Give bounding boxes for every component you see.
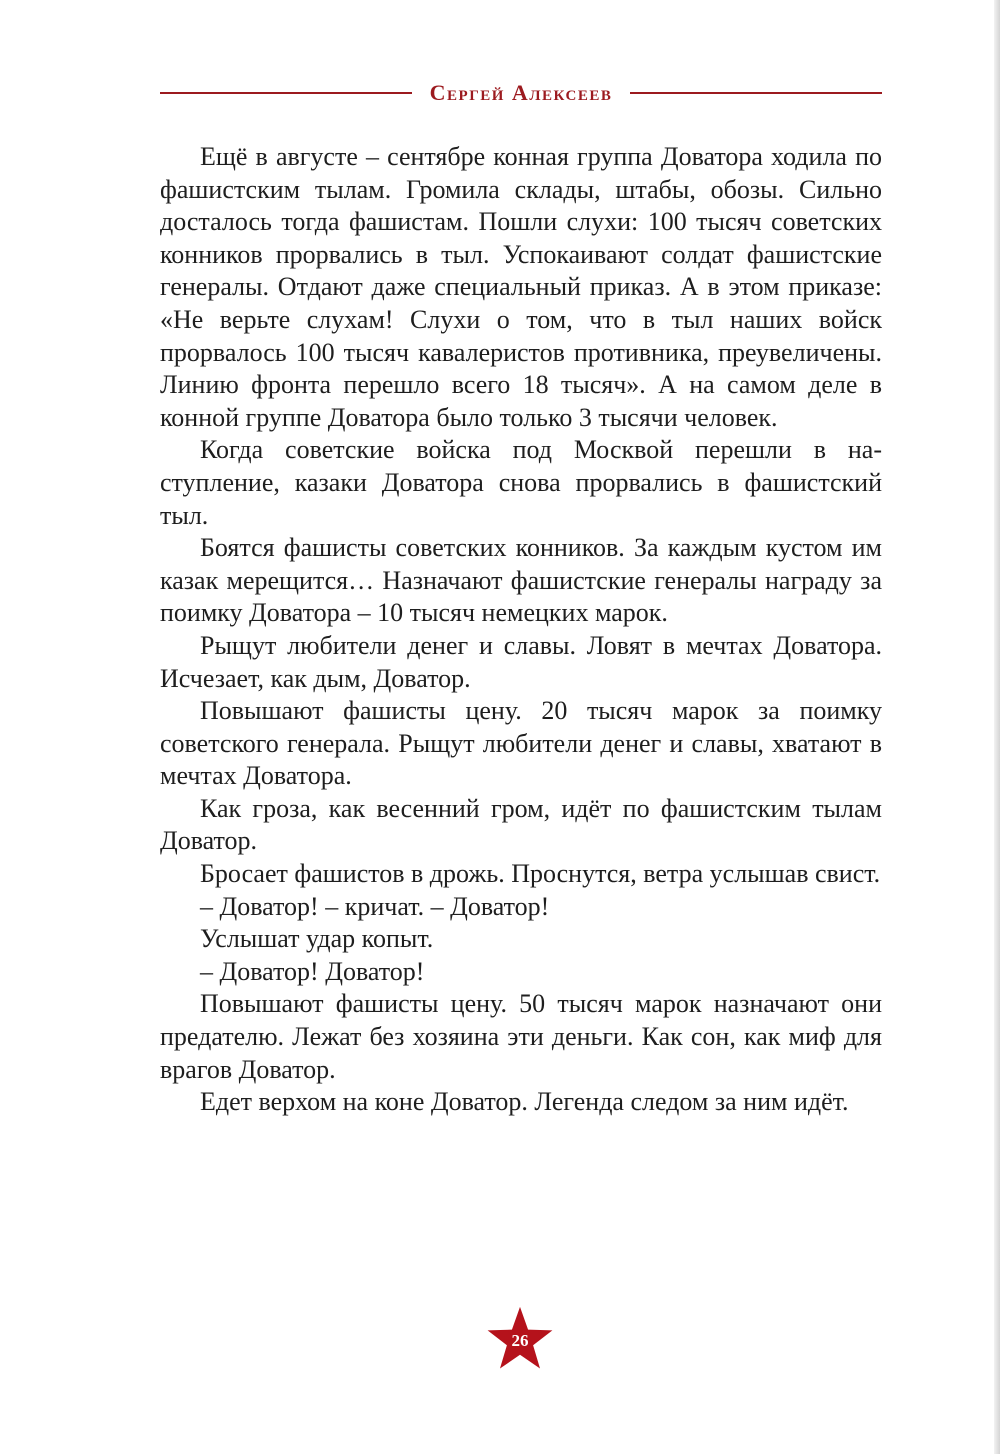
paragraph: Повышают фашисты цену. 20 тысяч марок за поимку советского генерала. Рыщут любители денег и славы, хватают в мечтах Доватора. bbox=[160, 696, 882, 791]
paragraph: Повышают фашисты цену. 50 тысяч марок назначают они предателю. Лежат без хозяина эти деньги. Как сон, как миф для врагов Доватор. bbox=[160, 989, 882, 1084]
running-header bbox=[160, 78, 882, 108]
paragraph: Когда советские войска под Москвой перешли в наступление, казаки Доватора снова прорвались в фашистский тыл. bbox=[160, 435, 882, 530]
paragraph: – Доватор! Доватор! bbox=[200, 956, 425, 986]
paragraph: Рыщут любители денег и славы. Ловят в мечтах Доватора. Исчезает, как дым, Доватор. bbox=[160, 630, 882, 693]
paragraph: Боятся фашисты советских конников. За каждым кустом им казак мерещится… Назначают фашистские генералы награду за поимку Доватора – 10 тысяч немецких марок. bbox=[160, 533, 882, 628]
page-number: 26 bbox=[511, 1331, 529, 1350]
paragraph: Ещё в августе – сентябре конная группа Доватора ходила по фашистским тылам. Громила склады, штабы, обозы. Сильно досталось тогда фашистам. Пошли слухи: 100 тысяч советских конников прорвались в тыл. Успокаивают солдат фашистские генералы. Отдают даже специальный приказ. А в этом приказе: «Не верьте слухам! Слухи о том, что в тыл наших войск прорвалось 100 тысяч кавалеристов противника, преувеличены. Линию фронта перешло всего 18 тысяч». А на самом деле в конной группе Доватора было только 3 тысячи человек. bbox=[160, 142, 882, 432]
body-text bbox=[160, 141, 882, 1119]
header-rule-left bbox=[160, 92, 412, 94]
page-edge-shadow bbox=[994, 0, 1000, 1454]
header-rule-right bbox=[630, 92, 882, 94]
paragraph: – Доватор! – кричат. – Доватор! bbox=[200, 891, 550, 921]
paragraph: Услышат удар копыт. bbox=[200, 924, 434, 954]
author-name: Сергей Алексеев bbox=[429, 80, 613, 105]
paragraph: Едет верхом на коне Доватор. Легенда следом за ним идёт. bbox=[200, 1087, 849, 1117]
paragraph: Бросает фашистов в дрожь. Проснутся, ветра услышав свист. bbox=[200, 859, 881, 889]
paragraph: Как гроза, как весенний гром, идёт по фашистским тылам Доватор. bbox=[160, 793, 882, 856]
